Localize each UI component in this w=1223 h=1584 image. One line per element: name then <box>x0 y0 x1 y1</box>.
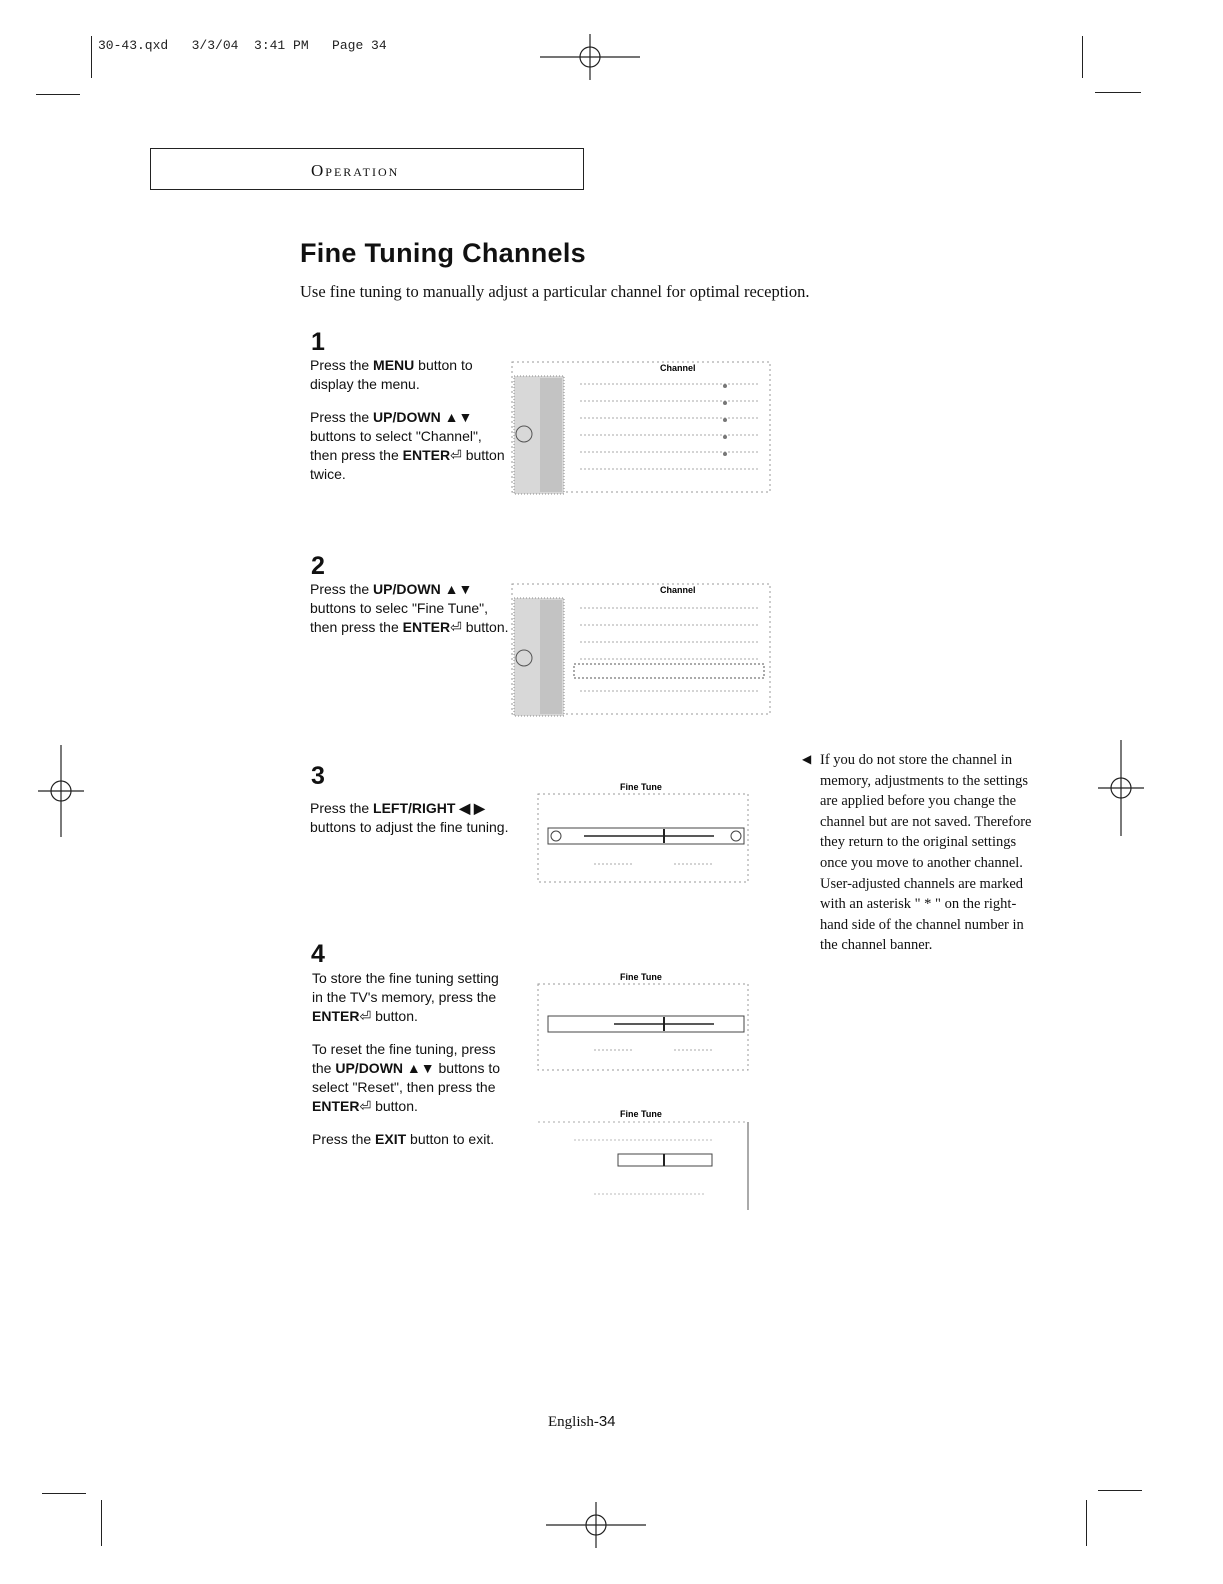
fine-tune-store-screenshot <box>534 964 752 1076</box>
screen-title: Fine Tune <box>620 972 662 982</box>
fine-tune-reset-screenshot <box>534 1100 752 1216</box>
fine-tune-adjust-screenshot <box>534 774 752 894</box>
crop-mark <box>101 1500 102 1546</box>
step-4-text <box>312 969 502 1163</box>
screen-title: Fine Tune <box>620 1109 662 1119</box>
page-footer: English-34 <box>548 1413 616 1430</box>
crop-mark <box>1082 36 1083 78</box>
screen-title: Channel <box>660 585 696 595</box>
section-label: Operation <box>311 161 400 180</box>
enter-icon: ⏎ <box>450 619 462 635</box>
screen-title: Channel <box>660 363 696 373</box>
crop-mark <box>1098 1490 1142 1491</box>
step-number: 3 <box>311 762 325 790</box>
registration-mark-icon <box>546 1500 646 1550</box>
step-number: 4 <box>311 940 325 968</box>
intro-text: Use fine tuning to manually adjust a particular channel for optimal reception. <box>300 282 810 301</box>
step-3-text <box>310 799 510 851</box>
crop-mark <box>42 1493 86 1494</box>
step-paragraph: Press the MENU button to display the menu. <box>310 357 473 392</box>
registration-mark-icon <box>1096 740 1146 836</box>
crop-mark <box>36 94 80 95</box>
enter-icon: ⏎ <box>450 447 462 463</box>
crop-mark <box>91 36 92 78</box>
step-number: 1 <box>311 328 325 356</box>
registration-mark-icon <box>36 745 86 837</box>
step-paragraph: Press the UP/DOWN ▲▼ buttons to selec "Fine Tune", then press the ENTER⏎ button. <box>310 581 509 635</box>
channel-menu-screenshot <box>510 356 772 496</box>
note-arrow-icon: ◀ <box>802 752 812 766</box>
screen-title: Fine Tune <box>620 782 662 792</box>
section-header <box>150 148 584 190</box>
crop-mark <box>1095 92 1141 93</box>
step-paragraph: To store the fine tuning setting in the TV's memory, press the ENTER⏎ button. <box>312 970 499 1024</box>
enter-icon: ⏎ <box>359 1098 372 1114</box>
registration-mark-icon <box>540 32 640 82</box>
page-number: 34 <box>598 1413 616 1430</box>
step-paragraph: To reset the fine tuning, press the UP/DOWN ▲▼ buttons to select "Reset", then press the ENTER⏎ button. <box>312 1041 501 1114</box>
page-title: Fine Tuning Channels <box>300 238 586 268</box>
step-paragraph: Press the EXIT button to exit. <box>312 1131 495 1147</box>
enter-icon: ⏎ <box>359 1008 372 1024</box>
fine-tune-selected-screenshot <box>510 578 772 718</box>
crop-mark <box>1086 1500 1087 1546</box>
step-number: 2 <box>311 552 325 580</box>
print-slug: 30-43.qxd 3/3/04 3:41 PM Page 34 <box>98 38 387 53</box>
step-paragraph: Press the UP/DOWN ▲▼ buttons to select "Channel", then press the ENTER⏎ button twice. <box>310 409 505 482</box>
note-text: If you do not store the channel in memory, adjustments to the settings are applied before you change the channel but are not saved. Therefore they return to the original settings once you move to another channel. User-adjusted channels are marked with an asterisk " * " on the right-hand side of the channel number in the channel banner. <box>820 752 1032 954</box>
step-1-text <box>310 356 510 498</box>
step-2-text <box>310 580 510 651</box>
step-paragraph: Press the LEFT/RIGHT ◀ ▶ buttons to adjust the fine tuning. <box>310 800 509 835</box>
